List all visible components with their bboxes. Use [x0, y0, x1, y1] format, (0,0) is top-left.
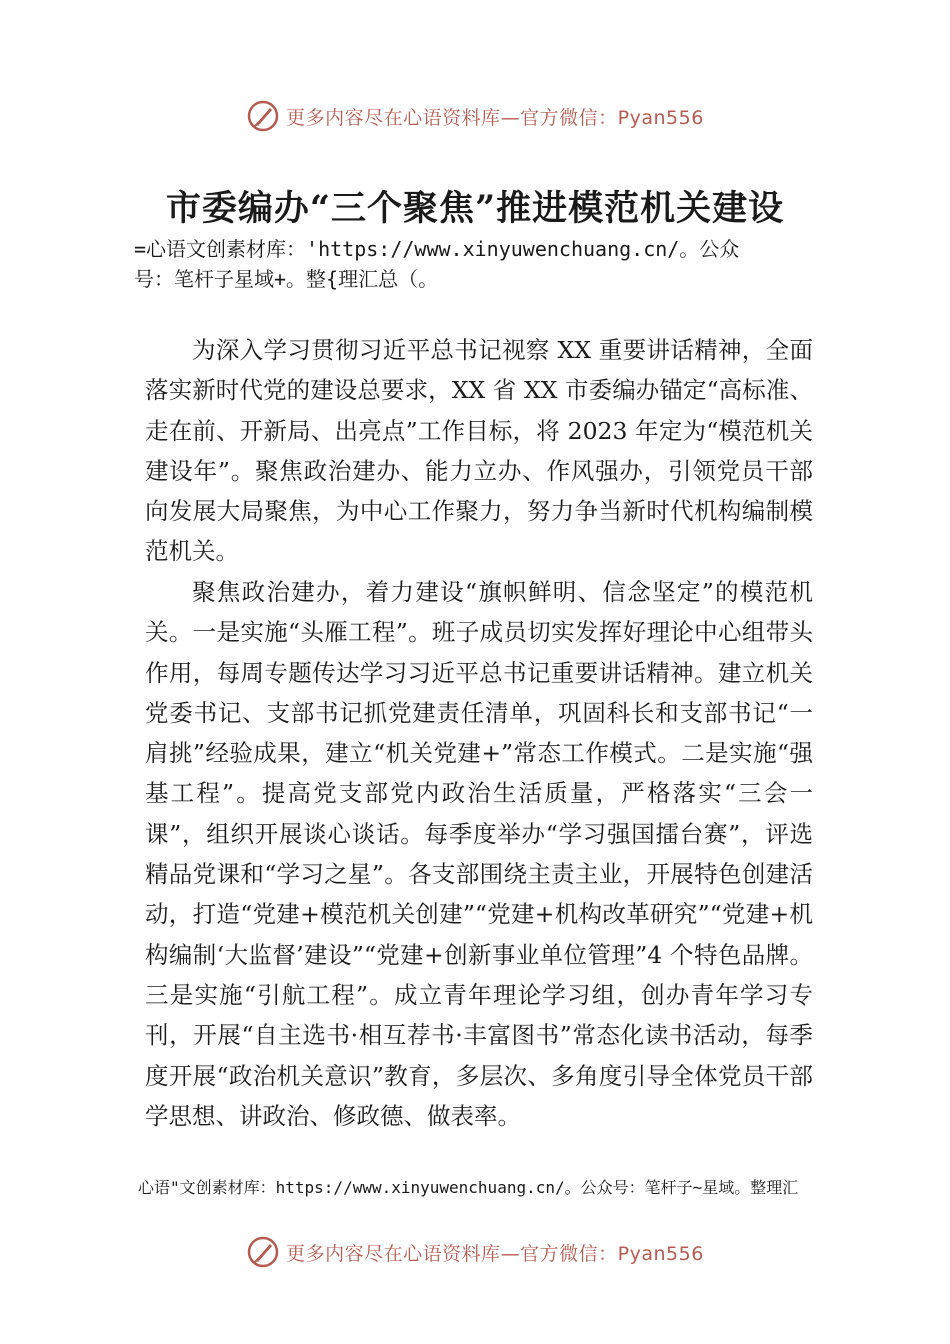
source-line-1: =心语文创素材库：'https://www.xinyuwenchuang.cn/。公众	[134, 237, 740, 261]
document-title: 市委编办“三个聚焦”推进模范机关建设	[165, 188, 785, 229]
body-paragraph-1: 为深入学习贯彻习近平总书记视察 XX 重要讲话精神，全面落实新时代党的建设总要求，XX 省 XX 市委编办锚定“高标准、走在前、开新局、出亮点”工作目标，将 2023 年定为“模范机关建设年”。聚焦政治建办、能力立办、作风强办，引领党员干部向发展大局聚焦，为中心工作聚力，努力争当新时代机构编制模范机关。	[145, 336, 813, 566]
footer-source-note: 心语"文创素材库：https://www.xinyuwenchuang.cn/。公众号：笔杆子~星域。整理汇	[138, 1178, 799, 1197]
header-banner	[0, 96, 950, 136]
quill-pen-logo-icon	[246, 1235, 280, 1269]
banner-text: 更多内容尽在心语资料库—官方微信：Pyan556	[286, 1242, 704, 1265]
footer-banner	[0, 1232, 950, 1272]
body-paragraph-2: 聚焦政治建办，着力建设“旗帜鲜明、信念坚定”的模范机关。一是实施“头雁工程”。班子成员切实发挥好理论中心组带头作用，每周专题传达学习习近平总书记重要讲话精神。建立机关党委书记、支部书记抓党建责任清单，巩固科长和支部书记“一肩挑”经验成果，建立“机关党建+”常态工作模式。二是实施“强基工程”。提高党支部党内政治生活质量，严格落实“三会一课”，组织开展谈心谈话。每季度举办“学习强国擂台赛”，评选精品党课和“学习之星”。各支部围绕主责主业，开展特色创建活动，打造“党建+模范机关创建”“党建+机构改革研究”“党建+机构编制‘大监督’建设”“党建+创新事业单位管理”4 个特色品牌。三是实施“引航工程”。成立青年理论学习组，创办青年学习专刊，开展“自主选书·相互荐书·丰富图书”常态化读书活动，每季度开展“政治机关意识”教育，多层次、多角度引导全体党员干部学思想、讲政治、修政德、做表率。	[145, 578, 813, 1130]
source-line-2: 号：笔杆子星域+。整{理汇总（。	[134, 267, 439, 291]
quill-pen-logo-icon	[246, 99, 280, 133]
banner-text: 更多内容尽在心语资料库—官方微信：Pyan556	[286, 106, 704, 129]
